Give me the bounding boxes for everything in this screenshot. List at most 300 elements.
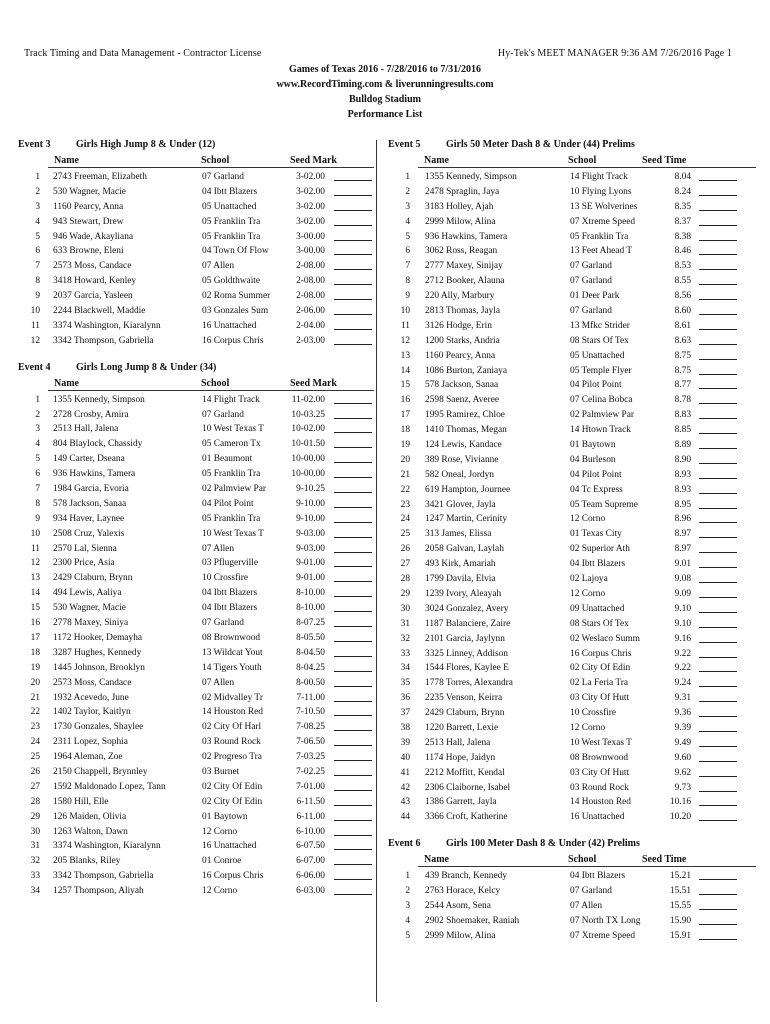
entry-place: 9: [35, 291, 40, 302]
entry-school: 14 Tigers Youth: [202, 662, 262, 673]
entry-seed: 9-03.00: [296, 528, 325, 539]
result-blank-line: [334, 454, 372, 463]
entry-school: 02 Superior Ath: [570, 544, 630, 555]
entry-place: 2: [405, 186, 410, 197]
result-blank-line: [699, 589, 737, 598]
entry-place: 32: [400, 633, 410, 644]
entry-name: 205 Blanks, Riley: [53, 856, 121, 867]
result-blank-line: [334, 573, 372, 582]
entry-name: 1247 Martin, Cerinity: [425, 514, 508, 525]
column-divider: [376, 140, 377, 1002]
entry-school: 10 Crossfire: [570, 708, 617, 719]
entry-place: 2: [405, 886, 410, 897]
entry-row: [18, 571, 374, 586]
entry-place: 26: [30, 766, 40, 777]
result-blank-line: [699, 336, 737, 345]
entry-name: 3342 Thompson, Gabriella: [53, 871, 154, 882]
entry-name: 3342 Thompson, Gabriella: [53, 335, 154, 346]
result-blank-line: [699, 708, 737, 717]
entry-name: 126 Maiden, Olivia: [53, 811, 127, 822]
entry-row: [18, 422, 374, 437]
entry-row: [18, 393, 374, 408]
event-number: Event 6: [388, 838, 421, 850]
entry-seed: 9.22: [674, 663, 691, 674]
entry-place: 2: [35, 186, 40, 197]
entry-name: 582 Oneal, Jordyn: [425, 469, 494, 480]
column-header-row: [418, 853, 756, 867]
entry-seed: 2-03.00: [296, 335, 325, 346]
entry-row: [18, 765, 374, 780]
entry-row: [388, 438, 756, 453]
entry-place: 12: [400, 335, 410, 346]
entry-place: 35: [400, 678, 410, 689]
entry-row: [18, 200, 374, 215]
entry-school: 02 Palmview Par: [202, 484, 267, 495]
entry-school: 07 Garland: [570, 306, 612, 317]
entry-school: 02 Palmview Par: [570, 410, 635, 421]
event-name: Girls 100 Meter Dash 8 & Under (42) Prelims: [446, 838, 640, 850]
result-blank-line: [699, 440, 737, 449]
entry-seed: 3-02.00: [296, 186, 325, 197]
entry-place: 30: [30, 826, 40, 837]
entry-school: 04 Burleson: [570, 454, 616, 465]
entry-seed: 8-05.50: [296, 632, 325, 643]
entry-seed: 8.97: [674, 529, 691, 540]
entry-row: [18, 601, 374, 616]
entry-seed: 2-08.00: [296, 291, 325, 302]
entry-seed: 9.10: [674, 603, 691, 614]
entry-name: 2573 Moss, Candace: [53, 677, 132, 688]
result-blank-line: [699, 693, 737, 702]
entry-school: 07 Xtreme Speed: [570, 930, 636, 941]
entry-seed: 7-08.25: [296, 722, 325, 733]
entry-name: 1932 Acevedo, June: [53, 692, 129, 703]
entry-school: 04 Ibtt Blazers: [202, 186, 258, 197]
entry-school: 03 City Of Hutt: [570, 693, 630, 704]
entry-name: 2902 Shoemaker, Raniah: [425, 915, 520, 926]
entry-school: 07 Allen: [202, 261, 235, 272]
entry-name: 3374 Washington, Kiaralynn: [53, 320, 161, 331]
entry-school: 05 Franklin Tra: [570, 231, 629, 242]
entry-name: 1172 Hooker, Demayha: [53, 632, 143, 643]
entry-name: 2573 Moss, Candace: [53, 261, 132, 272]
entry-row: [388, 259, 756, 274]
entry-school: 02 City Of Edin: [202, 781, 263, 792]
entry-school: 05 Franklin Tra: [202, 513, 261, 524]
entry-name: 1964 Aleman, Zoe: [53, 752, 123, 763]
entry-place: 8: [405, 276, 410, 287]
result-blank-line: [699, 485, 737, 494]
entry-name: 2778 Maxey, Siniya: [53, 618, 129, 629]
entry-name: 3374 Washington, Kiaralynn: [53, 841, 161, 852]
entry-seed: 3-00.00: [296, 231, 325, 242]
entry-name: 1410 Thomas, Megan: [425, 425, 507, 436]
entry-row: [388, 736, 756, 751]
entry-school: 02 La Feria Tra: [570, 678, 629, 689]
entry-place: 24: [400, 514, 410, 525]
entry-name: 2306 Claiborne, Isabel: [425, 782, 511, 793]
result-blank-line: [334, 439, 372, 448]
result-blank-line: [699, 172, 737, 181]
entry-seed: 8.24: [674, 186, 691, 197]
entry-name: 2999 Milow, Alina: [425, 930, 496, 941]
entry-place: 36: [400, 693, 410, 704]
entry-school: 16 Corpus Chris: [570, 648, 632, 659]
entry-name: 1592 Maldonado Lopez, Tann: [53, 781, 166, 792]
entry-place: 42: [400, 782, 410, 793]
entry-name: 2712 Booker, Alauna: [425, 276, 505, 287]
entry-place: 10: [30, 306, 40, 317]
entry-row: [388, 364, 756, 379]
entry-seed: 8.35: [674, 201, 691, 212]
entry-row: [18, 884, 374, 899]
entry-seed: 3-02.00: [296, 216, 325, 227]
entry-place: 6: [405, 246, 410, 257]
entry-row: [18, 795, 374, 810]
entry-school: 04 Pilot Point: [202, 498, 254, 509]
entry-row: [18, 869, 374, 884]
entry-place: 29: [400, 588, 410, 599]
entry-seed: 9.01: [674, 559, 691, 570]
entry-seed: 8.63: [674, 335, 691, 346]
entry-name: 2513 Hall, Jalena: [53, 424, 119, 435]
entry-place: 23: [30, 722, 40, 733]
event-name: Girls Long Jump 8 & Under (34): [76, 361, 217, 373]
entry-seed: 8.04: [674, 172, 691, 182]
entry-place: 3: [35, 201, 40, 212]
entry-name: 494 Lewis, Aaliya: [53, 588, 122, 599]
entry-name: 389 Rose, Vivianne: [425, 454, 499, 465]
entry-seed: 9.22: [674, 648, 691, 659]
entry-place: 37: [400, 708, 410, 719]
result-blank-line: [699, 187, 737, 196]
result-blank-line: [334, 321, 372, 330]
entry-seed: 9.49: [674, 737, 691, 748]
column-header-seed: Seed Time: [642, 155, 687, 166]
entry-school: 04 Tc Express: [570, 484, 623, 495]
column-header-name: Name: [54, 155, 79, 166]
entry-seed: 8.38: [674, 231, 691, 242]
entry-seed: 9.36: [674, 708, 691, 719]
entry-school: 08 Stars Of Tex: [570, 335, 629, 346]
entry-seed: 9-01.00: [296, 558, 325, 569]
column-header-seed: Seed Time: [642, 854, 687, 866]
entry-row: [388, 244, 756, 259]
result-blank-line: [334, 172, 372, 181]
entry-seed: 15.90: [669, 915, 691, 926]
entry-school: 14 Houston Red: [202, 707, 263, 718]
entry-row: [388, 899, 756, 914]
entry-seed: 15.21: [669, 871, 691, 882]
entry-row: [18, 646, 374, 661]
column-header-school: School: [201, 377, 230, 389]
entry-row: [18, 215, 374, 230]
entry-place: 25: [400, 529, 410, 540]
entry-name: 1160 Pearcy, Anna: [425, 350, 496, 361]
entry-name: 2101 Garcia, Jaylynn: [425, 633, 505, 644]
entry-seed: 2-06.00: [296, 306, 325, 317]
entry-seed: 11-02.00: [291, 394, 325, 405]
entry-row: [388, 215, 756, 230]
entry-row: [388, 304, 756, 319]
entry-row: [18, 230, 374, 245]
entry-name: 1355 Kennedy, Simpson: [425, 172, 517, 182]
entry-seed: 8.75: [674, 365, 691, 376]
column-header-row: [48, 377, 374, 391]
result-blank-line: [699, 574, 737, 583]
entry-row: [18, 319, 374, 334]
result-blank-line: [699, 753, 737, 762]
entry-seed: 2-04.00: [296, 320, 325, 331]
result-blank-line: [334, 306, 372, 315]
entry-place: 4: [35, 439, 40, 450]
entry-name: 943 Stewart, Drew: [53, 216, 124, 227]
entry-name: 3418 Howard, Kenley: [53, 276, 137, 287]
result-blank-line: [699, 604, 737, 613]
column-header-school: School: [201, 155, 230, 166]
entry-seed: 6-11.50: [296, 796, 325, 807]
entry-name: 1086 Burton, Zaniaya: [425, 365, 508, 376]
result-blank-line: [334, 841, 372, 850]
entry-school: 09 Unattached: [570, 603, 625, 614]
entry-place: 11: [30, 320, 40, 331]
entry-place: 19: [400, 440, 410, 451]
result-blank-line: [334, 633, 372, 642]
entry-seed: 15.51: [669, 886, 691, 897]
entry-school: 07 Garland: [202, 618, 244, 629]
entry-row: [18, 542, 374, 557]
entry-school: 05 Franklin Tra: [202, 231, 261, 242]
entry-school: 07 North TX Long: [570, 915, 641, 926]
entry-place: 3: [35, 424, 40, 435]
result-blank-line: [334, 202, 372, 211]
result-blank-line: [699, 649, 737, 658]
column-header-name: Name: [424, 854, 449, 866]
column-header-school: School: [568, 155, 597, 166]
entry-school: 12 Corno: [202, 826, 238, 837]
result-blank-line: [699, 783, 737, 792]
result-blank-line: [334, 246, 372, 255]
result-blank-line: [334, 469, 372, 478]
column-header-row: [418, 154, 756, 168]
entry-place: 11: [30, 543, 40, 554]
entry-name: 1386 Garrett, Jayla: [425, 797, 497, 808]
entry-name: 530 Wagner, Macie: [53, 603, 126, 614]
entry-school: 08 Brownwood: [570, 752, 629, 763]
entry-name: 2763 Horace, Kelcy: [425, 886, 501, 897]
entry-row: [388, 230, 756, 245]
result-blank-line: [699, 351, 737, 360]
entry-seed: 9.73: [674, 782, 691, 793]
result-blank-line: [699, 291, 737, 300]
entry-seed: 8.37: [674, 216, 691, 227]
entry-seed: 8.93: [674, 469, 691, 480]
entry-school: 02 Midvalley Tr: [202, 692, 263, 703]
entry-seed: 8-07.25: [296, 618, 325, 629]
entry-row: [388, 795, 756, 810]
entry-name: 2212 Moffitt, Kendal: [425, 767, 505, 778]
entry-seed: 10-00.00: [291, 469, 325, 480]
entry-name: 3024 Gonzalez, Avery: [425, 603, 509, 614]
event-section: [18, 138, 374, 349]
result-blank-line: [334, 618, 372, 627]
entry-name: 1445 Johnson, Brooklyn: [53, 662, 145, 673]
result-blank-line: [334, 217, 372, 226]
entry-row: [388, 468, 756, 483]
entry-school: 16 Unattached: [570, 812, 625, 823]
entry-seed: 9-01.00: [296, 573, 325, 584]
entry-row: [388, 408, 756, 423]
entry-name: 439 Branch, Kennedy: [425, 871, 508, 882]
event-title: [18, 361, 374, 377]
entry-row: [388, 170, 756, 185]
entry-place: 19: [30, 662, 40, 673]
entry-place: 5: [35, 454, 40, 465]
entry-school: 07 Garland: [570, 886, 612, 897]
entry-place: 1: [35, 394, 40, 405]
entry-place: 27: [400, 559, 410, 570]
entry-place: 8: [35, 276, 40, 287]
entry-place: 24: [30, 737, 40, 748]
event-name: Girls 50 Meter Dash 8 & Under (44) Prelims: [446, 139, 635, 150]
event-number: Event 4: [18, 361, 51, 373]
entry-seed: 6-11.00: [296, 811, 325, 822]
entry-seed: 2-08.00: [296, 276, 325, 287]
entry-school: 10 West Texas T: [202, 528, 264, 539]
result-blank-line: [334, 707, 372, 716]
result-blank-line: [334, 261, 372, 270]
entry-row: [388, 542, 756, 557]
column-header-seed: Seed Mark: [290, 155, 337, 166]
entry-name: 1778 Torres, Alexandra: [425, 678, 513, 689]
entry-seed: 9-10.00: [296, 513, 325, 524]
entry-seed: 8-10.00: [296, 588, 325, 599]
entry-row: [18, 334, 374, 349]
entry-name: 946 Wade, Akayliana: [53, 231, 134, 242]
entry-seed: 10-03.25: [291, 409, 325, 420]
entry-name: 2429 Claburn, Brynn: [425, 708, 505, 719]
entry-place: 33: [30, 871, 40, 882]
result-blank-line: [699, 455, 737, 464]
entry-seed: 8.83: [674, 410, 691, 421]
entry-place: 34: [30, 886, 40, 897]
entry-school: 12 Corno: [202, 886, 238, 897]
result-blank-line: [699, 380, 737, 389]
meet-website: www.RecordTiming.com & liverunningresults.com: [276, 79, 494, 90]
entry-seed: 8.46: [674, 246, 691, 257]
entry-name: 1799 Davila, Elvia: [425, 574, 496, 585]
entry-seed: 7-03.25: [296, 752, 325, 763]
result-blank-line: [334, 797, 372, 806]
result-blank-line: [699, 500, 737, 509]
entry-row: [388, 632, 756, 647]
result-blank-line: [334, 737, 372, 746]
entry-name: 1239 Ivory, Aleayah: [425, 588, 502, 599]
meet-venue: Bulldog Stadium: [349, 94, 421, 105]
entry-row: [18, 854, 374, 869]
entry-school: 16 Unattached: [202, 320, 257, 331]
entry-row: [18, 170, 374, 185]
entry-place: 30: [400, 603, 410, 614]
entry-school: 08 Stars Of Tex: [570, 618, 629, 629]
entry-school: 04 Pilot Point: [570, 469, 622, 480]
entry-name: 2429 Claburn, Brynn: [53, 573, 133, 584]
entry-name: 2300 Price, Asia: [53, 558, 115, 569]
entry-name: 2999 Milow, Alina: [425, 216, 496, 227]
entry-school: 13 Feet Ahead T: [570, 246, 633, 257]
entry-row: [388, 572, 756, 587]
entry-seed: 9.31: [674, 693, 691, 704]
entry-school: 07 Garland: [202, 409, 244, 420]
entry-row: [18, 467, 374, 482]
entry-place: 13: [400, 350, 410, 361]
result-blank-line: [699, 663, 737, 672]
entry-school: 12 Corno: [570, 514, 606, 525]
entry-row: [18, 586, 374, 601]
entry-row: [388, 423, 756, 438]
entry-seed: 8.61: [674, 320, 691, 331]
result-blank-line: [334, 529, 372, 538]
entry-seed: 9.60: [674, 752, 691, 763]
entry-place: 7: [35, 484, 40, 495]
entry-school: 03 Round Rock: [570, 782, 629, 793]
entry-place: 44: [400, 812, 410, 823]
entry-name: 3325 Linney, Addison: [425, 648, 508, 659]
entry-school: 04 Pilot Point: [570, 380, 622, 391]
entry-row: [388, 378, 756, 393]
entry-name: 3287 Hughes, Kennedy: [53, 647, 142, 658]
entry-school: 07 Allen: [202, 543, 235, 554]
entry-place: 5: [405, 930, 410, 941]
result-blank-line: [334, 276, 372, 285]
entry-seed: 6-03.00: [296, 886, 325, 897]
entry-school: 05 Franklin Tra: [202, 469, 261, 480]
entry-row: [388, 483, 756, 498]
result-blank-line: [334, 678, 372, 687]
entry-seed: 8.89: [674, 440, 691, 451]
entry-name: 2598 Saenz, Averee: [425, 395, 500, 406]
entry-name: 3421 Glover, Jayla: [425, 499, 496, 510]
result-blank-line: [334, 693, 372, 702]
entry-school: 10 West Texas T: [570, 737, 632, 748]
entry-school: 07 Garland: [570, 276, 612, 287]
entry-place: 43: [400, 797, 410, 808]
entry-school: 10 Crossfire: [202, 573, 249, 584]
entry-school: 16 Unattached: [202, 841, 257, 852]
entry-row: [18, 512, 374, 527]
result-blank-line: [334, 588, 372, 597]
result-blank-line: [334, 514, 372, 523]
entry-school: 01 Beaumont: [202, 454, 253, 465]
entry-name: 3366 Croft, Katherine: [425, 812, 508, 823]
entry-name: 1220 Barrett, Lexie: [425, 722, 499, 733]
entry-seed: 8-04.50: [296, 647, 325, 658]
entry-row: [388, 185, 756, 200]
entry-place: 14: [30, 588, 40, 599]
result-blank-line: [699, 321, 737, 330]
entry-school: 05 Unattached: [570, 350, 625, 361]
entry-place: 41: [400, 767, 410, 778]
entry-name: 2570 Lal, Sienna: [53, 543, 117, 554]
entry-row: [388, 751, 756, 766]
entry-name: 2513 Hall, Jalena: [425, 737, 491, 748]
entry-seed: 8.53: [674, 261, 691, 272]
entry-place: 26: [400, 544, 410, 555]
entry-school: 05 Unattached: [202, 201, 257, 212]
entry-seed: 10.20: [669, 812, 691, 823]
entry-school: 02 City Of Harl: [202, 722, 262, 733]
result-blank-line: [699, 276, 737, 285]
